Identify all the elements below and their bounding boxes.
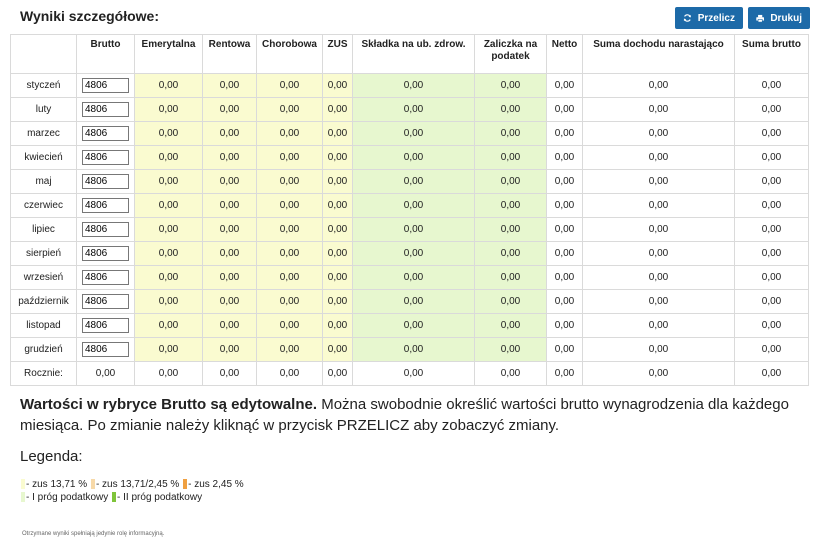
table-row xyxy=(11,290,809,314)
brutto-input[interactable] xyxy=(82,318,129,333)
brutto-input[interactable] xyxy=(82,150,129,165)
table-header-row xyxy=(11,35,809,74)
value-cell: 0,00 xyxy=(353,194,475,218)
edit-info-text xyxy=(20,394,810,436)
results-table xyxy=(10,34,809,386)
disclaimer-text: Otrzymane wyniki spełniają jedynie rolę informacyjną. xyxy=(22,531,165,537)
value-cell: 0,00 xyxy=(735,194,809,218)
value-cell: 0,00 xyxy=(257,122,323,146)
legend-row-1 xyxy=(20,478,244,491)
value-cell: 0,00 xyxy=(353,242,475,266)
value-cell: 0,00 xyxy=(475,266,547,290)
value-cell: 0,00 xyxy=(475,74,547,98)
value-cell: 0,00 xyxy=(475,290,547,314)
value-cell: 0,00 xyxy=(735,122,809,146)
value-cell: 0,00 xyxy=(353,218,475,242)
value-cell: 0,00 xyxy=(135,290,203,314)
value-cell: 0,00 xyxy=(583,314,735,338)
value-cell: 0,00 xyxy=(135,314,203,338)
value-cell: 0,00 xyxy=(353,122,475,146)
value-cell: 0,00 xyxy=(583,170,735,194)
table-row xyxy=(11,170,809,194)
value-cell: 0,00 xyxy=(323,266,353,290)
legend-swatch xyxy=(183,479,187,489)
table-row xyxy=(11,98,809,122)
value-cell: 0,00 xyxy=(353,338,475,362)
brutto-cell xyxy=(77,242,135,266)
table-row xyxy=(11,266,809,290)
value-cell: 0,00 xyxy=(547,74,583,98)
value-cell: 0,00 xyxy=(135,266,203,290)
column-header: Netto xyxy=(547,35,583,74)
value-cell: 0,00 xyxy=(353,290,475,314)
value-cell: 0,00 xyxy=(323,242,353,266)
value-cell: 0,00 xyxy=(257,74,323,98)
value-cell: 0,00 xyxy=(203,98,257,122)
value-cell: 0,00 xyxy=(583,98,735,122)
value-cell: 0,00 xyxy=(323,218,353,242)
legend-swatch xyxy=(21,492,25,502)
table-row xyxy=(11,146,809,170)
value-cell: 0,00 xyxy=(735,338,809,362)
brutto-input[interactable] xyxy=(82,246,129,261)
value-cell: 0,00 xyxy=(323,170,353,194)
total-value-cell: 0,00 xyxy=(323,362,353,386)
column-header: Brutto xyxy=(77,35,135,74)
brutto-cell xyxy=(77,290,135,314)
table-row xyxy=(11,122,809,146)
legend-title: Legenda: xyxy=(20,448,83,465)
brutto-input[interactable] xyxy=(82,174,129,189)
brutto-cell xyxy=(77,98,135,122)
month-label: grudzień xyxy=(11,338,77,362)
value-cell: 0,00 xyxy=(353,98,475,122)
value-cell: 0,00 xyxy=(547,290,583,314)
value-cell: 0,00 xyxy=(735,242,809,266)
value-cell: 0,00 xyxy=(475,242,547,266)
value-cell: 0,00 xyxy=(547,122,583,146)
value-cell: 0,00 xyxy=(475,98,547,122)
value-cell: 0,00 xyxy=(257,170,323,194)
value-cell: 0,00 xyxy=(203,170,257,194)
value-cell: 0,00 xyxy=(323,146,353,170)
legend-item-label: - zus 13,71/2,45 % xyxy=(95,479,180,490)
month-label: sierpień xyxy=(11,242,77,266)
legend-swatch xyxy=(91,479,95,489)
value-cell: 0,00 xyxy=(735,98,809,122)
value-cell: 0,00 xyxy=(583,194,735,218)
value-cell: 0,00 xyxy=(135,338,203,362)
value-cell: 0,00 xyxy=(257,290,323,314)
printer-icon xyxy=(756,12,764,25)
total-value-cell: 0,00 xyxy=(257,362,323,386)
brutto-cell xyxy=(77,170,135,194)
legend-item-label: - zus 13,71 % xyxy=(26,479,88,490)
value-cell: 0,00 xyxy=(257,218,323,242)
brutto-input[interactable] xyxy=(82,270,129,285)
value-cell: 0,00 xyxy=(547,98,583,122)
value-cell: 0,00 xyxy=(135,218,203,242)
value-cell: 0,00 xyxy=(735,170,809,194)
total-value-cell: 0,00 xyxy=(583,362,735,386)
total-value-cell: 0,00 xyxy=(475,362,547,386)
value-cell: 0,00 xyxy=(735,314,809,338)
value-cell: 0,00 xyxy=(353,170,475,194)
value-cell: 0,00 xyxy=(735,218,809,242)
value-cell: 0,00 xyxy=(353,146,475,170)
refresh-icon xyxy=(683,11,692,25)
value-cell: 0,00 xyxy=(583,146,735,170)
brutto-cell xyxy=(77,266,135,290)
value-cell: 0,00 xyxy=(323,290,353,314)
value-cell: 0,00 xyxy=(547,146,583,170)
value-cell: 0,00 xyxy=(203,194,257,218)
value-cell: 0,00 xyxy=(203,314,257,338)
value-cell: 0,00 xyxy=(353,314,475,338)
value-cell: 0,00 xyxy=(583,242,735,266)
value-cell: 0,00 xyxy=(475,338,547,362)
brutto-input[interactable] xyxy=(82,294,129,309)
legend-item-label: - II próg podatkowy xyxy=(117,492,203,503)
table-row xyxy=(11,338,809,362)
legend-row-2 xyxy=(20,491,244,504)
table-row xyxy=(11,314,809,338)
value-cell: 0,00 xyxy=(323,194,353,218)
print-label: Drukuj xyxy=(770,12,802,24)
value-cell: 0,00 xyxy=(203,242,257,266)
legend xyxy=(20,478,244,504)
value-cell: 0,00 xyxy=(203,218,257,242)
value-cell: 0,00 xyxy=(583,266,735,290)
value-cell: 0,00 xyxy=(735,290,809,314)
value-cell: 0,00 xyxy=(583,218,735,242)
column-header: Zaliczka na podatek xyxy=(475,35,547,74)
table-row xyxy=(11,242,809,266)
total-value-cell: 0,00 xyxy=(203,362,257,386)
value-cell: 0,00 xyxy=(735,74,809,98)
month-label: maj xyxy=(11,170,77,194)
print-button[interactable] xyxy=(748,7,810,29)
value-cell: 0,00 xyxy=(203,290,257,314)
value-cell: 0,00 xyxy=(257,338,323,362)
table-row xyxy=(11,74,809,98)
total-value-cell: 0,00 xyxy=(547,362,583,386)
brutto-cell xyxy=(77,338,135,362)
value-cell: 0,00 xyxy=(547,218,583,242)
value-cell: 0,00 xyxy=(547,266,583,290)
value-cell: 0,00 xyxy=(257,194,323,218)
value-cell: 0,00 xyxy=(475,218,547,242)
section-title: Wyniki szczegółowe: xyxy=(20,8,159,24)
value-cell: 0,00 xyxy=(475,194,547,218)
value-cell: 0,00 xyxy=(135,170,203,194)
value-cell: 0,00 xyxy=(583,338,735,362)
value-cell: 0,00 xyxy=(203,146,257,170)
value-cell: 0,00 xyxy=(135,194,203,218)
value-cell: 0,00 xyxy=(203,122,257,146)
month-label: listopad xyxy=(11,314,77,338)
value-cell: 0,00 xyxy=(257,242,323,266)
table-row xyxy=(11,218,809,242)
column-header: Suma dochodu narastająco xyxy=(583,35,735,74)
recalculate-button[interactable] xyxy=(675,7,743,29)
value-cell: 0,00 xyxy=(323,314,353,338)
value-cell: 0,00 xyxy=(135,122,203,146)
brutto-input[interactable] xyxy=(82,126,129,141)
month-label: luty xyxy=(11,98,77,122)
legend-item-label: - zus 2,45 % xyxy=(188,479,244,490)
value-cell: 0,00 xyxy=(257,98,323,122)
value-cell: 0,00 xyxy=(583,122,735,146)
value-cell: 0,00 xyxy=(203,338,257,362)
total-brutto: 0,00 xyxy=(77,362,135,386)
column-header xyxy=(11,35,77,74)
value-cell: 0,00 xyxy=(323,122,353,146)
total-value-cell: 0,00 xyxy=(135,362,203,386)
recalculate-label: Przelicz xyxy=(697,12,735,24)
brutto-cell xyxy=(77,218,135,242)
value-cell: 0,00 xyxy=(475,146,547,170)
value-cell: 0,00 xyxy=(475,170,547,194)
brutto-cell xyxy=(77,194,135,218)
value-cell: 0,00 xyxy=(257,146,323,170)
edit-info-bold: Wartości w rybryce Brutto są edytowalne. xyxy=(20,396,318,413)
brutto-input[interactable] xyxy=(82,102,129,117)
value-cell: 0,00 xyxy=(323,74,353,98)
column-header: Emerytalna xyxy=(135,35,203,74)
value-cell: 0,00 xyxy=(547,338,583,362)
month-label: styczeń xyxy=(11,74,77,98)
brutto-input[interactable] xyxy=(82,342,129,357)
column-header: Suma brutto xyxy=(735,35,809,74)
month-label: lipiec xyxy=(11,218,77,242)
edit-info-body: Można swobodnie określić wartości brutto wynagrodzenia dla każdego miesiąca. Po zmianie należy kliknąć w przycisk PRZELICZ aby zobaczyć zmiany. xyxy=(20,396,789,434)
value-cell: 0,00 xyxy=(323,98,353,122)
legend-swatch xyxy=(21,479,25,489)
month-label: marzec xyxy=(11,122,77,146)
legend-item-label: - I próg podatkowy xyxy=(26,492,109,503)
table-row xyxy=(11,194,809,218)
value-cell: 0,00 xyxy=(257,266,323,290)
brutto-input[interactable] xyxy=(82,222,129,237)
value-cell: 0,00 xyxy=(475,314,547,338)
month-label: czerwiec xyxy=(11,194,77,218)
value-cell: 0,00 xyxy=(135,98,203,122)
value-cell: 0,00 xyxy=(353,266,475,290)
month-label: październik xyxy=(11,290,77,314)
month-label: kwiecień xyxy=(11,146,77,170)
brutto-input[interactable] xyxy=(82,198,129,213)
value-cell: 0,00 xyxy=(547,170,583,194)
value-cell: 0,00 xyxy=(547,314,583,338)
value-cell: 0,00 xyxy=(735,266,809,290)
total-label: Rocznie: xyxy=(11,362,77,386)
brutto-cell xyxy=(77,314,135,338)
value-cell: 0,00 xyxy=(135,242,203,266)
value-cell: 0,00 xyxy=(583,290,735,314)
brutto-cell xyxy=(77,74,135,98)
value-cell: 0,00 xyxy=(323,338,353,362)
column-header: ZUS xyxy=(323,35,353,74)
column-header: Składka na ub. zdrow. xyxy=(353,35,475,74)
value-cell: 0,00 xyxy=(547,242,583,266)
total-value-cell: 0,00 xyxy=(735,362,809,386)
brutto-input[interactable] xyxy=(82,78,129,93)
month-label: wrzesień xyxy=(11,266,77,290)
total-value-cell: 0,00 xyxy=(353,362,475,386)
column-header: Chorobowa xyxy=(257,35,323,74)
value-cell: 0,00 xyxy=(135,146,203,170)
legend-swatch xyxy=(112,492,116,502)
value-cell: 0,00 xyxy=(203,74,257,98)
value-cell: 0,00 xyxy=(735,146,809,170)
value-cell: 0,00 xyxy=(547,194,583,218)
value-cell: 0,00 xyxy=(257,314,323,338)
value-cell: 0,00 xyxy=(475,122,547,146)
brutto-cell xyxy=(77,122,135,146)
total-row xyxy=(11,362,809,386)
value-cell: 0,00 xyxy=(353,74,475,98)
value-cell: 0,00 xyxy=(583,74,735,98)
value-cell: 0,00 xyxy=(203,266,257,290)
value-cell: 0,00 xyxy=(135,74,203,98)
column-header: Rentowa xyxy=(203,35,257,74)
brutto-cell xyxy=(77,146,135,170)
